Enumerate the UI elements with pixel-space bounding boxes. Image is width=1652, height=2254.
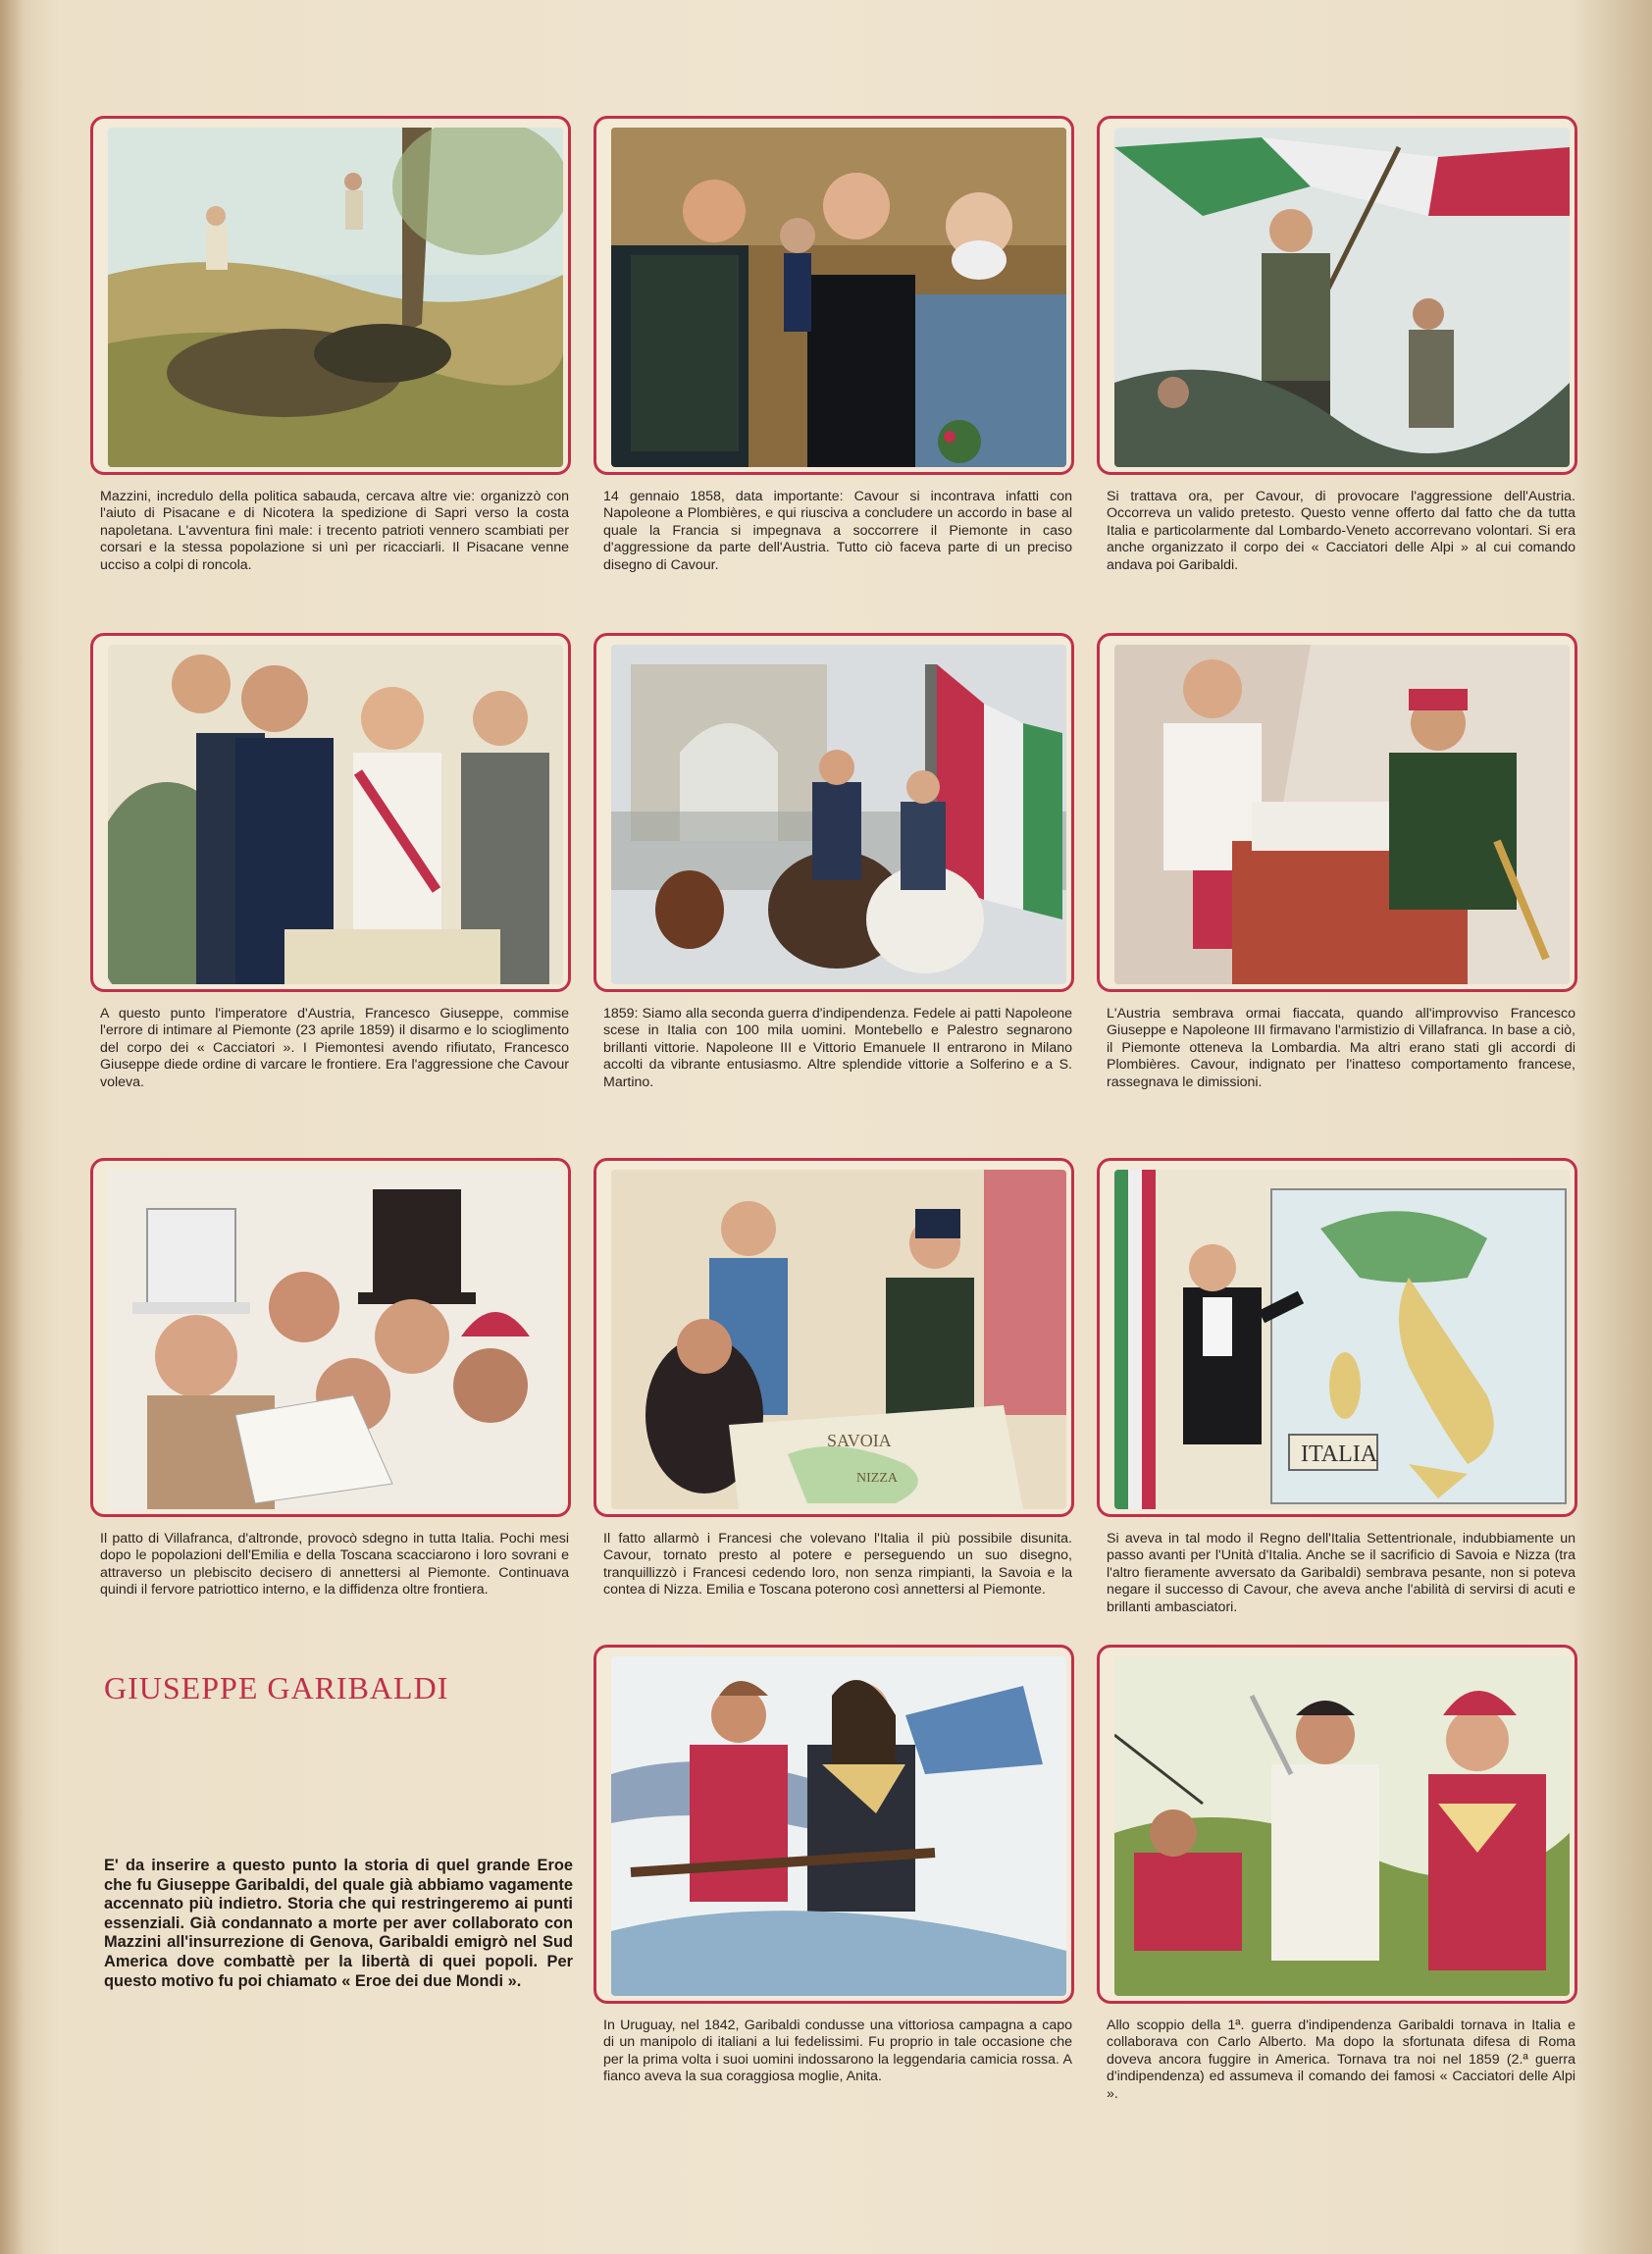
map-label-savoia: SAVOIA: [827, 1431, 892, 1450]
illustration-austrian-emperor: [108, 645, 563, 984]
illustration-map-of-italy: [1114, 1170, 1570, 1509]
binding-spine: [0, 0, 26, 2254]
card-caption: Il fatto allarmò i Francesi che volevano l'Italia il più possibile disunita. Cavour, tornato presto al potere e perseguendo un suo disegno, tranquillizzò i Francesi cedendo loro, non senza rimpianti, la Savoia e la contea di Nizza. Emilia e Toscana poterono così annettersi al Piemonte.: [603, 1531, 1072, 1599]
card-caption: 1859: Siamo alla seconda guerra d'indipendenza. Fedele ai patti Napoleone scese in Italia con 100 mila uomini. Montebello e Palestro segnarono brillanti vittorie. Napoleone III e Vittorio Emanuele II entrarono in Milano accolti da vibrante entusiasmo. Altre splendide vittorie a Solferino e a S. Martino.: [603, 1006, 1072, 1090]
illustration-sapri-expedition: [108, 128, 563, 467]
map-label-nizza: NIZZA: [856, 1471, 898, 1486]
illustration-cession-savoy-nice: [611, 1170, 1066, 1509]
card-caption: In Uruguay, nel 1842, Garibaldi condusse una vittoriosa campagna a capo di un manipolo di italiani a lui fedelissimi. Fu proprio in tale occasione che per la prima volta i suoi uomini indossarono la leggendaria camicia rossa. A fianco aveva la sua coraggiosa moglie, Anita.: [603, 2018, 1072, 2085]
card-caption: L'Austria sembrava ormai fiaccata, quando all'improvviso Francesco Giuseppe e Napoleone III firmavano l'armistizio di Villafranca. In base a ciò, il Piemonte otteneva la Lombardia. Ma altri erano stati gli accordi di Plombières. Cavour, indignato per l'inatteso comportamento francese, rassegnava le dimissioni.: [1107, 1006, 1575, 1090]
card-caption: Si aveva in tal modo il Regno dell'Italia Settentrionale, indubbiamente un passo avanti per l'Unità d'Italia. Anche se il sacrificio di Savoia e Nizza (tra l'altro fieramente avversato da Garibaldi) sembrava pesante, non si poteva negare il successo di Cavour, che aveva anche l'abilità di servirsi di acuti e brillanti ambasciatori.: [1107, 1531, 1575, 1615]
illustration-indignant-citizens: [108, 1170, 563, 1509]
illustration-garibaldi-anita-uruguay: [611, 1656, 1066, 1996]
card-caption: Si trattava ora, per Cavour, di provocare l'aggressione dell'Austria. Occorreva un valido pretesto. Questo venne offerto dal fatto che da tutta Italia e particolarmente dal Lombardo-Veneto accorrevano volontari. Si era anche organizzato il corpo dei « Cacciatori delle Alpi » al cui comando andava poi Garibaldi.: [1107, 489, 1575, 573]
illustration-entry-into-milan: [611, 645, 1066, 984]
card-caption: Mazzini, incredulo della politica sabauda, cercava altre vie: organizzò con l'aiuto di Pisacane e di Nicotera la spedizione di Sapri verso la costa napoletana. L'avventura finì male: i trecento patrioti vennero scambiati per corsari e la stessa popolazione si unì per ricacciarli. Il Pisacane venne ucciso a colpi di roncola.: [100, 489, 569, 573]
illustration-garibaldini-battle: [1114, 1656, 1570, 1996]
illustration-cacciatori-delle-alpi: [1114, 128, 1570, 467]
card-caption: A questo punto l'imperatore d'Austria, Francesco Giuseppe, commise l'errore di intimare al Piemonte (23 aprile 1859) il disarmo e lo scioglimento del corpo dei « Cacciatori ». I Piemontesi avendo rifiutato, Francesco Giuseppe diede ordine di varcare le frontiere. Era l'aggressione che Cavour voleva.: [100, 1006, 569, 1090]
section-intro: E' da inserire a questo punto la storia di quel grande Eroe che fu Giuseppe Garibaldi, del quale già abbiamo vagamente accennato più indietro. Storia che qui restringeremo ai punti essenziali. Già condannato a morte per aver collaborato con Mazzini all'insurrezione di Genova, Garibaldi emigrò nel Sud America dove combattè per la libertà di quei popoli. Per questo motivo fu poi chiamato « Eroe dei due Mondi ».: [104, 1857, 573, 1990]
card-caption: Il patto di Villafranca, d'altronde, provocò sdegno in tutta Italia. Pochi mesi dopo le popolazioni dell'Emilia e della Toscana scacciarono i loro sovrani e attraverso un plebiscito decisero di annettersi al Piemonte. Continuava quindi il fervore patriottico interno, e la diffidenza oltre frontiera.: [100, 1531, 569, 1599]
card-caption: Allo scoppio della 1ª. guerra d'indipendenza Garibaldi tornava in Italia e collaborava con Carlo Alberto. Ma dopo la sfortunata difesa di Roma doveva ancora fuggire in America. Tornava tra noi nel 1859 (2.ª guerra d'indipendenza) ed assumeva il comando dei famosi « Cacciatori delle Alpi ».: [1107, 2018, 1575, 2102]
illustration-armistice-villafranca: [1114, 645, 1570, 984]
card-caption: 14 gennaio 1858, data importante: Cavour si incontrava infatti con Napoleone a Plombières, e qui riusciva a concludere un accordo in base al quale la Francia si impegnava a soccorrere il Piemonte in caso d'aggressione da parte dell'Austria. Tutto ciò faceva parte di un preciso disegno di Cavour.: [603, 489, 1072, 573]
map-label-italia: ITALIA: [1301, 1442, 1378, 1467]
illustration-plombieres-meeting: [611, 128, 1066, 467]
section-heading: GIUSEPPE GARIBALDI: [104, 1670, 449, 1705]
